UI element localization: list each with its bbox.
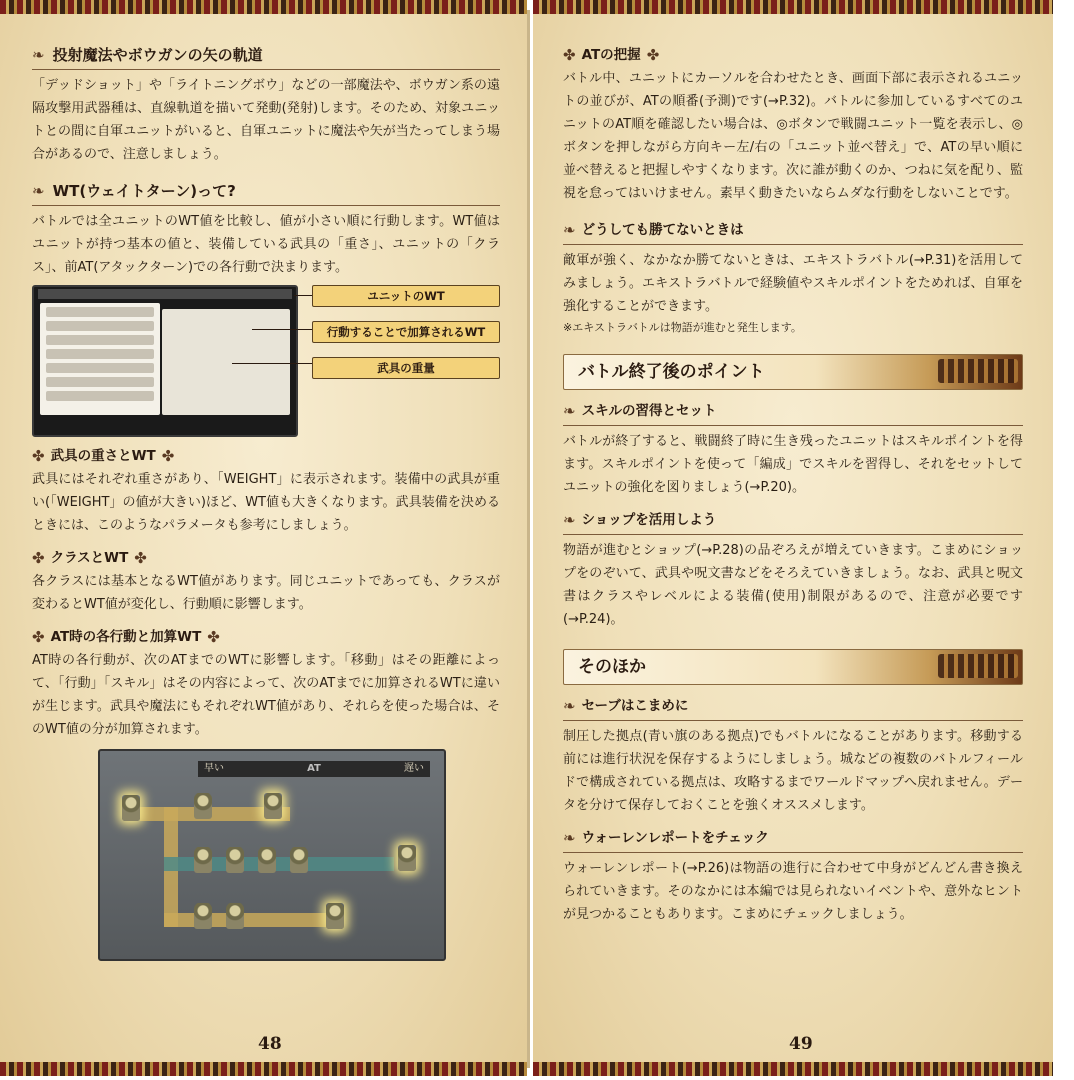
callout-weapon-weight: 武具の重量 xyxy=(312,357,500,379)
paragraph-warren-report: ウォーレンレポート(→P.26)は物語の進行に合わせて中身がどんどん書き換えられていきます。そのなかには本編では見られないイベントや、意外なヒントが見つかることもあります。こまめにチェックしましょう。 xyxy=(563,861,1023,922)
page-48 xyxy=(0,10,530,1068)
equipment-list xyxy=(40,303,160,415)
unit-icon xyxy=(122,795,140,821)
heading-text: 投射魔法やボウガンの矢の軌道 xyxy=(52,46,263,64)
label-late: 遅い xyxy=(403,763,424,774)
paragraph-weight: 武具にはそれぞれ重さがあり、「WEIGHT」に表示されます。装備中の武具が重い(「WEIGHT」の値が大きい)ほど、WT値も大きくなります。武具装備を決めるときには、このようなパラメータも参考にしましょう。 xyxy=(32,472,500,533)
paragraph-at-grasp: バトル中、ユニットにカーソルを合わせたとき、画面下部に表示されるユニットの並びが、ATの順番(予測)です(→P.32)。バトルに参加しているすべてのユニットのAT順を確認したい場合は、◎ボタンで戦闘ユニット一覧を表示し、◎ボタンを押しながら方向キー左/右の「ユニット並べ替え」で、ATの早い順に並べ替えると把握しやすくなります。次に誰が動くのか、つねに気を配り、監視を怠ってはいけません。素早く動きたいならムダな行動をしないことです。 xyxy=(563,71,1023,201)
heading-wt xyxy=(32,180,500,206)
unit-icon xyxy=(398,845,416,871)
scroll-ornament-icon: ❧ xyxy=(563,829,576,847)
section-banner-after-battle xyxy=(563,354,1023,390)
heading-class-wt xyxy=(32,547,500,570)
scroll-ornament-icon: ❧ xyxy=(563,697,576,715)
paragraph-wt: バトルでは全ユニットのWT値を比較し、値が小さい順に行動します。WT値はユニットが持つ基本の値と、装備している武具の「重さ」、ユニットの「クラス」、前AT(アタックターン)での各行動で決まります。 xyxy=(32,214,500,275)
heading-text: クラスとWT xyxy=(50,550,129,566)
fleur-ornament-icon: ✤ xyxy=(32,628,45,646)
figure-equipment-screen xyxy=(32,285,500,435)
paragraph-at-actions: AT時の各行動が、次のATまでのWTに影響します。「移動」はその距離によって、「行動」「スキル」はその内容によって、次のATまでに加算されるWTに違いが生じます。武具や魔法にもそれぞれWT値があり、それらを使った場合は、そのWT値の分が加算されます。 xyxy=(32,653,500,737)
decorative-border-top xyxy=(533,0,1053,14)
heading-text: WT(ウェイトターン)って? xyxy=(52,182,236,200)
heading-at-grasp xyxy=(563,44,1023,67)
heading-shop xyxy=(563,509,1023,535)
unit-icon xyxy=(226,903,244,929)
game-screenshot xyxy=(32,285,298,437)
scroll-ornament-icon: ❧ xyxy=(563,402,576,420)
heading-text: 武具の重さとWT xyxy=(50,448,156,464)
scroll-ornament-icon: ❧ xyxy=(563,511,576,529)
heading-weight-wt xyxy=(32,445,500,468)
heading-warren-report xyxy=(563,827,1023,853)
callout-added-wt: 行動することで加算されるWT xyxy=(312,321,500,343)
callout-group xyxy=(312,285,500,393)
unit-icon xyxy=(226,847,244,873)
fleur-ornament-icon: ✤ xyxy=(161,447,175,465)
paragraph-shop: 物語が進むとショップ(→P.28)の品ぞろえが増えていきます。こまめにショップをのぞいて、武具や呪文書などをそろえていきましょう。なお、武具と呪文書はクラスやレベルによる装備(使用)制限があるので、注意が必要です(→P.24)。 xyxy=(563,543,1023,627)
page-number: 48 xyxy=(258,1034,282,1054)
status-panel xyxy=(162,309,290,415)
banner-text: そのほか xyxy=(578,656,646,677)
at-order-bar xyxy=(198,761,430,777)
paragraph-cant-win: 敵軍が強く、なかなか勝てないときは、エキストラバトル(→P.31)を活用してみましょう。エキストラバトルで経験値やスキルポイントをためれば、自軍を強化することができます。 xyxy=(563,253,1023,314)
unit-icon xyxy=(264,793,282,819)
fleur-ornament-icon: ✤ xyxy=(646,46,660,64)
unit-icon xyxy=(290,847,308,873)
fleur-ornament-icon: ✤ xyxy=(207,628,220,646)
heading-text: どうしても勝てないときは xyxy=(581,222,744,238)
screenshot-header xyxy=(38,289,292,299)
fleur-ornament-icon: ✤ xyxy=(134,549,147,567)
heading-text: ウォーレンレポートをチェック xyxy=(581,830,769,846)
heading-text: AT時の各行動と加算WT xyxy=(50,629,202,645)
banner-ornament xyxy=(938,359,1018,383)
label-early: 早い xyxy=(204,763,224,774)
paragraph-class: 各クラスには基本となるWT値があります。同じユニットであっても、クラスが変わるとWT値が変化し、行動順に影響します。 xyxy=(32,574,500,612)
decorative-border-top xyxy=(0,0,527,14)
scroll-ornament-icon: ❧ xyxy=(32,46,45,64)
decorative-border-bottom xyxy=(533,1062,1053,1076)
callout-line xyxy=(252,329,312,330)
unit-icon xyxy=(258,847,276,873)
fleur-ornament-icon: ✤ xyxy=(32,549,45,567)
fleur-ornament-icon: ✤ xyxy=(563,46,576,64)
heading-at-actions xyxy=(32,626,500,649)
banner-ornament xyxy=(938,654,1018,678)
fleur-ornament-icon: ✤ xyxy=(32,447,45,465)
unit-icon xyxy=(194,903,212,929)
heading-cant-win xyxy=(563,219,1023,245)
paragraph-save: 制圧した拠点(青い旗のある拠点)でもバトルになることがあります。移動する前には進行状況を保存するようにしましょう。城などの複数のバトルフィールドで構成されている拠点は、攻略するまでワールドマップへ戻れません。データを分けて保存しておくことを強くオススメします。 xyxy=(563,729,1023,813)
unit-icon xyxy=(326,903,344,929)
figure-at-order-diagram xyxy=(98,749,446,961)
paragraph-skill: バトルが終了すると、戦闘終了時に生き残ったユニットはスキルポイントを得ます。スキルポイントを使って「編成」でスキルを習得し、それをセットしてユニットの強化を図りましょう(→P.20)。 xyxy=(563,434,1023,495)
unit-icon xyxy=(194,793,212,819)
scroll-ornament-icon: ❧ xyxy=(563,221,576,239)
flow-arrow xyxy=(164,913,344,927)
page-49 xyxy=(533,10,1053,1068)
page-number: 49 xyxy=(789,1034,813,1054)
decorative-border-bottom xyxy=(0,1062,527,1076)
heading-text: ATの把握 xyxy=(581,47,641,63)
page-48-content xyxy=(32,44,500,961)
heading-text: セーブはこまめに xyxy=(581,698,689,714)
paragraph-projectile: 「デッドショット」や「ライトニングボウ」などの一部魔法や、ボウガン系の遠隔攻撃用武器種は、直線軌道を描いて発動(発射)します。そのため、対象ユニットとの間に自軍ユニットがいると、自軍ユニットに魔法や矢が当たってしまう場合があるので、注意しましょう。 xyxy=(32,78,500,162)
heading-projectile-trajectory xyxy=(32,44,500,70)
heading-text: ショップを活用しよう xyxy=(581,512,717,528)
callout-line xyxy=(294,295,312,296)
label-at: AT xyxy=(307,763,321,774)
note-extra-battle: ※エキストラバトルは物語が進むと発生します。 xyxy=(563,321,802,334)
heading-skill xyxy=(563,400,1023,426)
scroll-ornament-icon: ❧ xyxy=(32,182,45,200)
heading-save xyxy=(563,695,1023,721)
callout-unit-wt: ユニットのWT xyxy=(312,285,500,307)
heading-text: スキルの習得とセット xyxy=(581,403,717,419)
page-49-content xyxy=(563,44,1023,926)
unit-icon xyxy=(194,847,212,873)
banner-text: バトル終了後のポイント xyxy=(578,361,765,382)
section-banner-other xyxy=(563,649,1023,685)
callout-line xyxy=(232,363,312,364)
